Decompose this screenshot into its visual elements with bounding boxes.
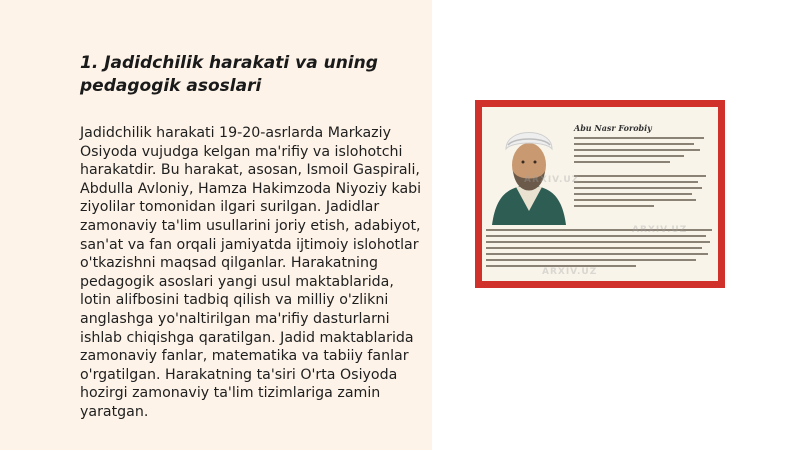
watermark: ARXIV.UZ	[542, 267, 598, 277]
poster-image	[475, 100, 725, 288]
scholar-portrait	[486, 115, 572, 225]
slide-heading: 1. Jadidchilik harakati va uning pedagogik asoslari	[80, 53, 378, 96]
watermark: ARXIV.UZ	[632, 225, 688, 235]
poster-text-block	[574, 135, 714, 219]
poster-content	[482, 107, 718, 281]
poster-title: Abu Nasr Forobiy	[574, 123, 652, 133]
watermark: ARXIV.UZ	[524, 175, 580, 185]
slide-paragraph: Jadidchilik harakati 19-20-asrlarda Markaziy Osiyoda vujudga kelgan ma'rifiy va islohotchi harakatdir. Bu harakat, asosan, Ismoil Gaspirali, Abdulla Avloniy, Hamza Hakimzoda Niyoziy kabi ziyolilar tomonidan ilgari surilgan. Jadidlar zamonaviy ta'lim usullarini joriy etish, adabiyot, san'at va fan orqali jamiyatda ijtimoiy islohotlar o'tkazishni maqsad qilganlar. Harakatning pedagogik asoslari yangi usul maktablarida, lotin alifbosini tadbiq qilish va milliy o'zlikni anglashga yo'naltirilgan ma'rifiy dasturlarni ishlab chiqishga qaratilgan. Jadid maktablarida zamonaviy fanlar, matematika va tabiiy fanlar o'rgatilgan. Harakatning ta'siri O'rta Osiyoda hozirgi zamonaviy ta'lim tizimlariga zamin yaratgan.	[80, 125, 422, 420]
